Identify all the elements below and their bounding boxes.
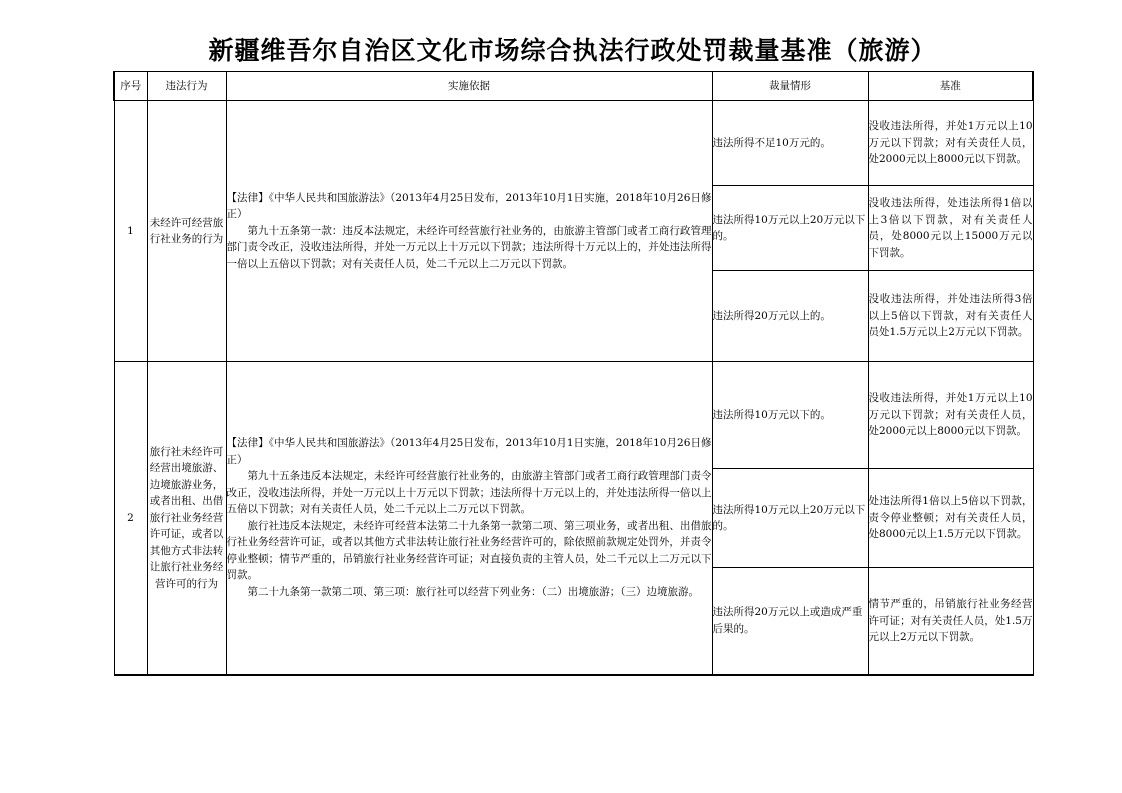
header-condition: 裁量情形 (712, 72, 868, 101)
document-title: 新疆维吾尔自治区文化市场综合执法行政处罚裁量基准（旅游） (208, 36, 937, 65)
level-standard: 没收违法所得，并处1万元以上10万元以下罚款；对有关责任人员，处2000元以上8000元以下罚款。 (868, 362, 1033, 469)
basis-paragraph: 第九十五条违反本法规定，未经许可经营旅行社业务的，由旅游主管部门或者工商行政管理部门责令改正，没收违法所得，并处一万元以上十万元以下罚款；违法所得十万元以上的，并处违法所得一倍以上五倍以下罚款；对有关责任人员，处二千元以上二万元以下罚款。 (226, 470, 712, 516)
basis-paragraph: 第九十五条第一款：违反本法规定，未经许可经营旅行社业务的，由旅游主管部门或者工商行政管理部门责令改正，没收违法所得，并处一万元以上十万元以下罚款；违法所得十万元以上的，并处违法所得一倍以上五倍以下罚款；对有关责任人员，处二千元以上二万元以下罚款。 (226, 224, 712, 270)
row-act: 未经许可经营旅行社业务的行为 (147, 101, 226, 362)
level-condition: 违法所得10万元以上20万元以下的。 (712, 469, 868, 568)
level-condition: 违法所得10万元以下的。 (712, 362, 868, 469)
row-basis (226, 101, 712, 362)
level-standard: 没收违法所得，并处1万元以上10万元以下罚款；对有关责任人员，处2000元以上8000元以下罚款。 (868, 101, 1033, 186)
level-standard: 处违法所得1倍以上5倍以下罚款，责令停业整顿；对有关责任人员，处8000元以上1.5万元以下罚款。 (868, 469, 1033, 568)
header-seq: 序号 (114, 72, 147, 101)
level-standard: 没收违法所得，处违法所得1倍以上3倍以下罚款，对有关责任人员，处8000元以上15000万元以下罚款。 (868, 186, 1033, 271)
header-basis: 实施依据 (226, 72, 712, 101)
basis-paragraph: 第二十九条第一款第二项、第三项：旅行社可以经营下列业务：（二）出境旅游；（三）边境旅游。 (247, 585, 699, 598)
table-header-row (114, 72, 1033, 101)
level-standard: 没收违法所得，并处违法所得3倍以上5倍以下罚款，对有关责任人员处1.5万元以上2万元以下罚款。 (868, 271, 1033, 362)
basis-paragraph: 【法律】《中华人民共和国旅游法》（2013年4月25日发布，2013年10月1日实施，2018年10月26日修正） (226, 437, 712, 466)
basis-paragraph: 【法律】《中华人民共和国旅游法》（2013年4月25日发布，2013年10月1日实施，2018年10月26日修正） (226, 191, 712, 221)
header-standard: 基准 (868, 72, 1033, 101)
basis-paragraph: 旅行社违反本法规定，未经许可经营本法第二十九条第一款第二项、第三项业务，或者出租、出借旅行社业务经营许可证，或者以其他方式非法转让旅行社业务经营许可的，除依照前款规定处罚外，并责令停业整顿；情节严重的，吊销旅行社业务经营许可证；对直接负责的主管人员，处二千元以上二万元以下罚款。 (226, 519, 712, 582)
row-seq: 1 (114, 101, 147, 362)
level-condition: 违法所得20万元以上的。 (712, 271, 868, 362)
level-standard: 情节严重的，吊销旅行社业务经营许可证；对有关责任人员，处1.5万元以上2万元以下罚款。 (868, 568, 1033, 675)
level-condition: 违法所得不足10万元的。 (712, 101, 868, 186)
level-condition: 违法所得20万元以上或造成严重后果的。 (712, 568, 868, 675)
level-condition: 违法所得10万元以上20万元以下的。 (712, 186, 868, 271)
table-row (114, 362, 1033, 469)
header-act: 违法行为 (147, 72, 226, 101)
row-act: 旅行社未经许可经营出境旅游、边境旅游业务，或者出租、出借旅行社业务经营许可证，或者以其他方式非法转让旅行社业务经营许可的行为 (147, 362, 226, 675)
row-seq: 2 (114, 362, 147, 675)
row-basis (226, 362, 712, 675)
table-row (114, 101, 1033, 186)
penalty-table (113, 71, 1034, 676)
